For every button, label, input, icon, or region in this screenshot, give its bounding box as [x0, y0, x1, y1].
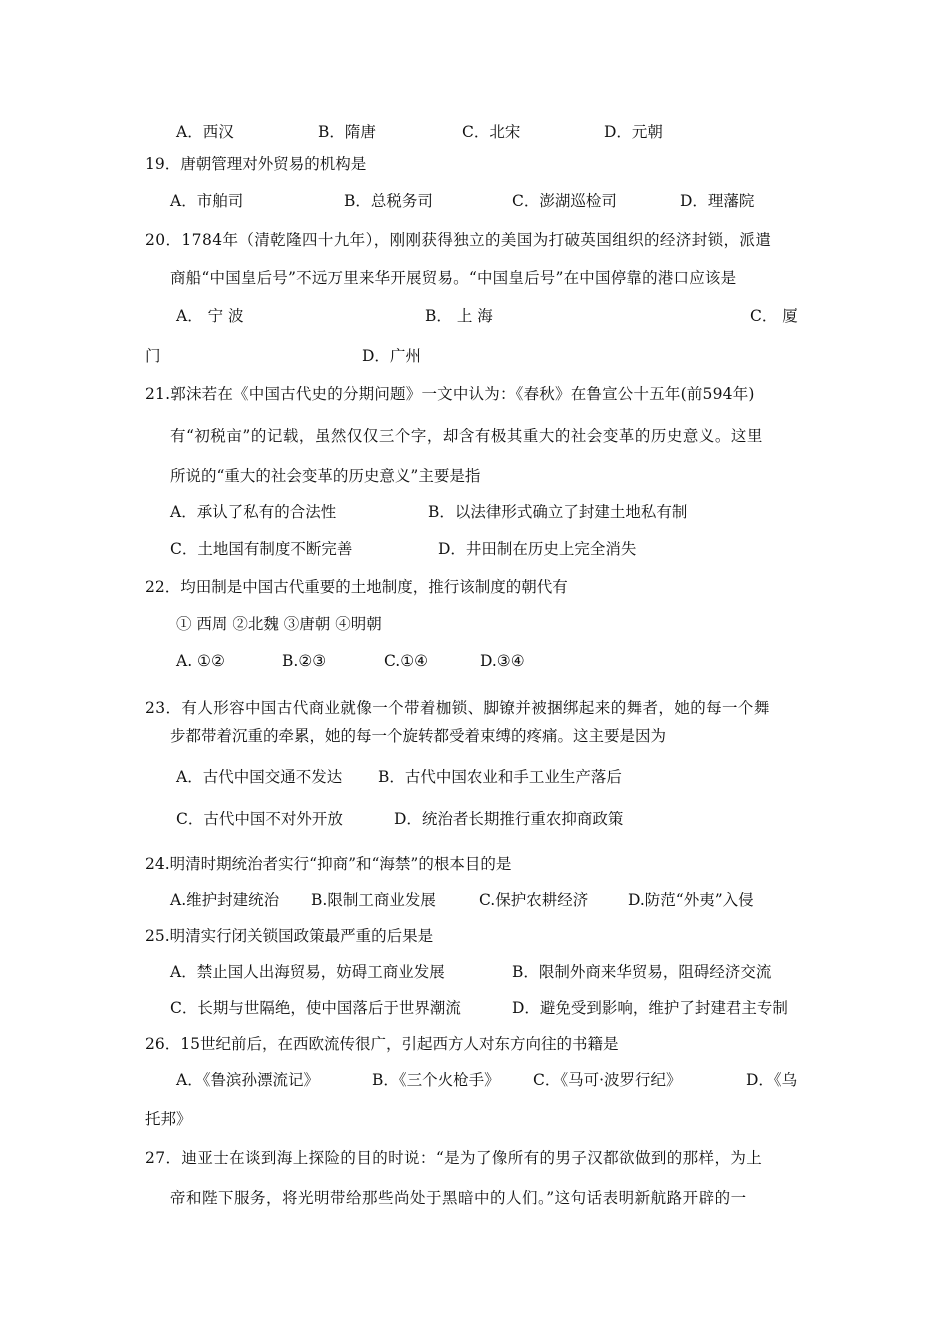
q23-stem-line1: 23．有人形容中国古代商业就像一个带着枷锁、脚镣并被捆绑起来的舞者，她的每一个舞 — [145, 699, 770, 717]
q26-option-a: A．《鲁滨孙漂流记》 — [176, 1071, 319, 1089]
q22-option-c: C.①④ — [384, 652, 429, 670]
q23-option-c: C．古代中国不对外开放 — [176, 810, 343, 828]
q22-option-b: B.②③ — [282, 652, 327, 670]
q22-option-a: A. ①② — [176, 652, 225, 670]
q20-option-c-wrap: 门 — [145, 347, 161, 365]
q24-option-a: A.维护封建统治 — [170, 891, 280, 909]
q20-option-b: B． 上 海 — [425, 307, 493, 325]
q22-option-d: D.③④ — [480, 652, 525, 670]
q26-option-b: B．《三个火枪手》 — [372, 1071, 500, 1089]
q26-option-c: C．《马可·波罗行纪》 — [533, 1071, 682, 1089]
q21-stem-line2: 有“初税亩”的记载，虽然仅仅三个字，却含有极其重大的社会变革的历史意义。这里 — [170, 427, 763, 445]
q24-stem: 24.明清时期统治者实行“抑商”和“海禁”的根本目的是 — [145, 855, 512, 873]
q21-stem-line3: 所说的“重大的社会变革的历史意义”主要是指 — [170, 467, 481, 485]
q27-stem-line1: 27．迪亚士在谈到海上探险的目的时说：“是为了像所有的男子汉都欲做到的那样，为上 — [145, 1149, 763, 1167]
q24-option-c: C.保护农耕经济 — [479, 891, 589, 909]
q19-stem: 19．唐朝管理对外贸易的机构是 — [145, 155, 367, 173]
q27-stem-line2: 帝和陛下服务，将光明带给那些尚处于黑暗中的人们。”这句话表明新航路开辟的一 — [170, 1189, 747, 1207]
q20-stem-line1: 20．1784年（清乾隆四十九年），刚刚获得独立的美国为打破英国组织的经济封锁，派遣 — [145, 231, 772, 249]
q26-option-d: D．《乌 — [746, 1071, 798, 1089]
q19-option-c: C．澎湖巡检司 — [512, 192, 617, 210]
q25-option-b: B．限制外商来华贸易，阻碍经济交流 — [512, 963, 772, 981]
q20-stem-line2: 商船“中国皇后号”不远万里来华开展贸易。“中国皇后号”在中国停靠的港口应该是 — [170, 269, 737, 287]
q25-option-c: C．长期与世隔绝，使中国落后于世界潮流 — [170, 999, 461, 1017]
q25-option-a: A．禁止国人出海贸易，妨碍工商业发展 — [170, 963, 445, 981]
q25-stem: 25.明清实行闭关锁国政策最严重的后果是 — [145, 927, 434, 945]
q22-stem: 22．均田制是中国古代重要的土地制度，推行该制度的朝代有 — [145, 578, 568, 596]
q21-stem-line1: 21.郭沫若在《中国古代史的分期问题》一文中认为：《春秋》在鲁宣公十五年(前594年) — [145, 385, 755, 403]
q18-option-d: D．元朝 — [604, 123, 663, 141]
q24-option-b: B.限制工商业发展 — [311, 891, 436, 909]
q18-option-a: A．西汉 — [176, 123, 234, 141]
q19-option-a: A．市舶司 — [170, 192, 244, 210]
q19-option-b: B．总税务司 — [344, 192, 433, 210]
q23-option-d: D．统治者长期推行重农抑商政策 — [394, 810, 624, 828]
q22-items: ① 西周 ②北魏 ③唐朝 ④明朝 — [176, 615, 382, 633]
q23-option-b: B．古代中国农业和手工业生产落后 — [378, 768, 622, 786]
q24-option-d: D.防范“外夷”入侵 — [628, 891, 754, 909]
q23-stem-line2: 步都带着沉重的牵累，她的每一个旋转都受着束缚的疼痛。这主要是因为 — [170, 727, 667, 745]
q23-option-a: A．古代中国交通不发达 — [176, 768, 343, 786]
q20-option-d: D．广州 — [362, 347, 421, 365]
q20-option-c: C． 厦 — [750, 307, 798, 325]
q26-stem: 26．15世纪前后，在西欧流传很广，引起西方人对东方向往的书籍是 — [145, 1035, 619, 1053]
q19-option-d: D．理藩院 — [680, 192, 755, 210]
q21-option-c: C．土地国有制度不断完善 — [170, 540, 353, 558]
q18-option-b: B．隋唐 — [318, 123, 376, 141]
q26-option-d-wrap: 托邦》 — [145, 1110, 192, 1128]
q20-option-a: A． 宁 波 — [176, 307, 244, 325]
q18-option-c: C．北宋 — [462, 123, 521, 141]
q21-option-a: A．承认了私有的合法性 — [170, 503, 337, 521]
q25-option-d: D．避免受到影响，维护了封建君主专制 — [512, 999, 788, 1017]
q21-option-b: B．以法律形式确立了封建土地私有制 — [428, 503, 688, 521]
q21-option-d: D．井田制在历史上完全消失 — [438, 540, 637, 558]
